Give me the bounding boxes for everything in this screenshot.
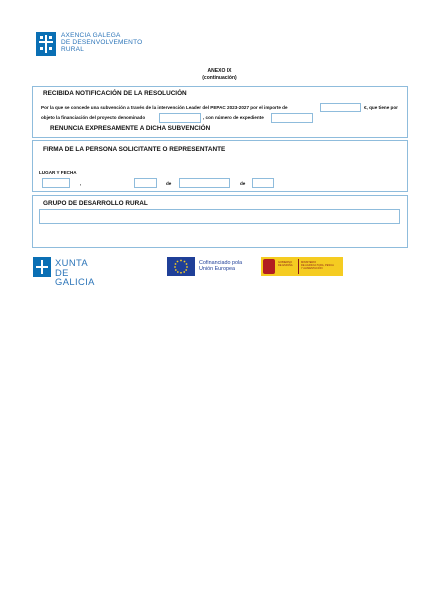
signature-section bbox=[32, 140, 408, 192]
eu-cofinancing-logo bbox=[167, 257, 247, 277]
annex-title: ANEXO IX (continuación) bbox=[202, 68, 237, 81]
resolution-line2-text: objeto la financiación del proyecto denominado bbox=[41, 115, 146, 120]
month-field[interactable] bbox=[179, 178, 230, 188]
resolution-line1-suffix: €, que tiene por bbox=[364, 105, 398, 110]
logo-divider bbox=[298, 259, 299, 274]
project-name-field[interactable] bbox=[159, 113, 201, 123]
resolution-line1-text: Por la que se concede una subvención a través de la intervención Leader del PEPAC 2023-2027 por el importe de bbox=[41, 105, 288, 110]
agency-name: AXENCIA GALEGA DE DESENVOLVEMENTO RURAL bbox=[61, 32, 143, 54]
agency-logo bbox=[36, 32, 156, 58]
resolution-section-title: RECIBIDA NOTIFICACIÓN DE LA RESOLUCIÓN bbox=[43, 90, 187, 97]
eu-flag-icon bbox=[167, 257, 195, 276]
de-label-2: de bbox=[240, 181, 246, 186]
day-field[interactable] bbox=[134, 178, 157, 188]
amount-field[interactable] bbox=[320, 103, 361, 112]
gobierno-text: GOBIERNO DE ESPAÑA bbox=[278, 261, 293, 267]
resolution-section bbox=[32, 86, 408, 138]
place-date-label: LUGAR Y FECHA bbox=[39, 170, 77, 175]
expedient-number-field[interactable] bbox=[271, 113, 313, 123]
rural-group-section bbox=[32, 195, 408, 248]
renuncia-statement: RENUNCIA EXPRESAMENTE A DICHA SUBVENCIÓN bbox=[50, 125, 211, 132]
xunta-logo bbox=[33, 257, 103, 287]
gobierno-espana-logo bbox=[261, 257, 343, 276]
ministry-text: MINISTERIO DE AGRICULTURA, PESCA Y ALIMENTACIÓN bbox=[301, 261, 334, 270]
eu-cofinancing-text: Cofinanciado pola Unión Europea bbox=[199, 260, 243, 273]
signature-section-title: FIRMA DE LA PERSONA SOLICITANTE O REPRESENTANTE bbox=[43, 146, 226, 153]
comma-separator: , bbox=[80, 181, 82, 186]
year-field[interactable] bbox=[252, 178, 274, 188]
spain-coat-of-arms-icon bbox=[263, 259, 275, 274]
rural-group-section-title: GRUPO DE DESARROLLO RURAL bbox=[43, 200, 148, 207]
de-label-1: de bbox=[166, 181, 172, 186]
resolution-line2-suffix: , con número de expediente bbox=[203, 115, 264, 120]
xunta-emblem-icon bbox=[33, 257, 51, 277]
xunta-name: XUNTA DE GALICIA bbox=[55, 257, 95, 287]
rural-group-field[interactable] bbox=[39, 209, 400, 224]
place-field[interactable] bbox=[42, 178, 70, 188]
galicia-emblem-icon bbox=[36, 32, 56, 56]
